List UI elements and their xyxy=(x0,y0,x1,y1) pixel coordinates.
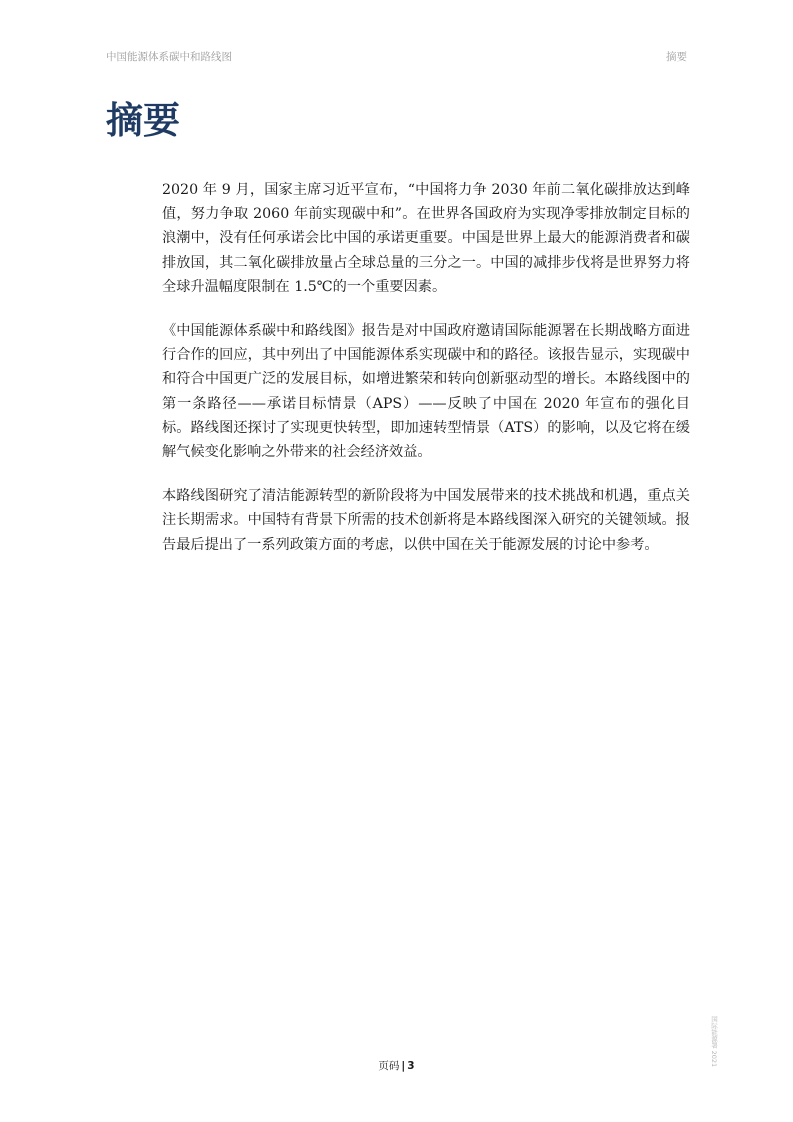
page-label: 页码 xyxy=(378,1060,400,1072)
running-header-title: 中国能源体系碳中和路线图 xyxy=(106,51,232,63)
page-separator: | xyxy=(401,1060,406,1072)
page-number: 3 xyxy=(407,1060,415,1072)
summary-paragraph-3: 本路线图研究了清洁能源转型的新阶段将为中国发展带来的技术挑战和机遇，重点关注长期需求。中国特有背景下所需的技术创新将是本路线图深入研究的关键领域。报告最后提出了一系列政策方面的考虑，以供中国在关于能源发展的讨论中参考。 xyxy=(162,488,690,553)
summary-paragraph-2: 《中国能源体系碳中和路线图》报告是对中国政府邀请国际能源署在长期战略方面进行合作的回应，其中列出了中国能源体系实现碳中和的路径。该报告显示，实现碳中和符合中国更广泛的发展目标，如增进繁荣和转向创新驱动型的增长。本路线图中的第一条路径——承诺目标情景（APS）——反映了中国在 2020 年宣布的强化目标。路线图还探讨了实现更快转型，即加速转型情景（ATS）的影响，以及它将在缓解气候变化影响之外带来的社会经济效益。 xyxy=(162,323,690,461)
copyright-mark: 国际能源署 2021 xyxy=(710,1016,718,1068)
page-title: 摘要 xyxy=(106,99,180,142)
summary-paragraph-1: 2020 年 9 月，国家主席习近平宣布，“中国将力争 2030 年前二氧化碳排放达到峰值，努力争取 2060 年前实现碳中和”。在世界各国政府为实现净零排放制定目标的浪潮中，没有任何承诺会比中国的承诺更重要。中国是世界上最大的能源消费者和碳排放国，其二氧化碳排放量占全球总量的三分之一。中国的减排步伐将是世界努力将全球升温幅度限制在 1.5℃的一个重要因素。 xyxy=(162,182,690,295)
summary-body xyxy=(162,178,690,577)
running-header-section: 摘要 xyxy=(666,51,687,63)
page-footer xyxy=(0,1058,793,1073)
